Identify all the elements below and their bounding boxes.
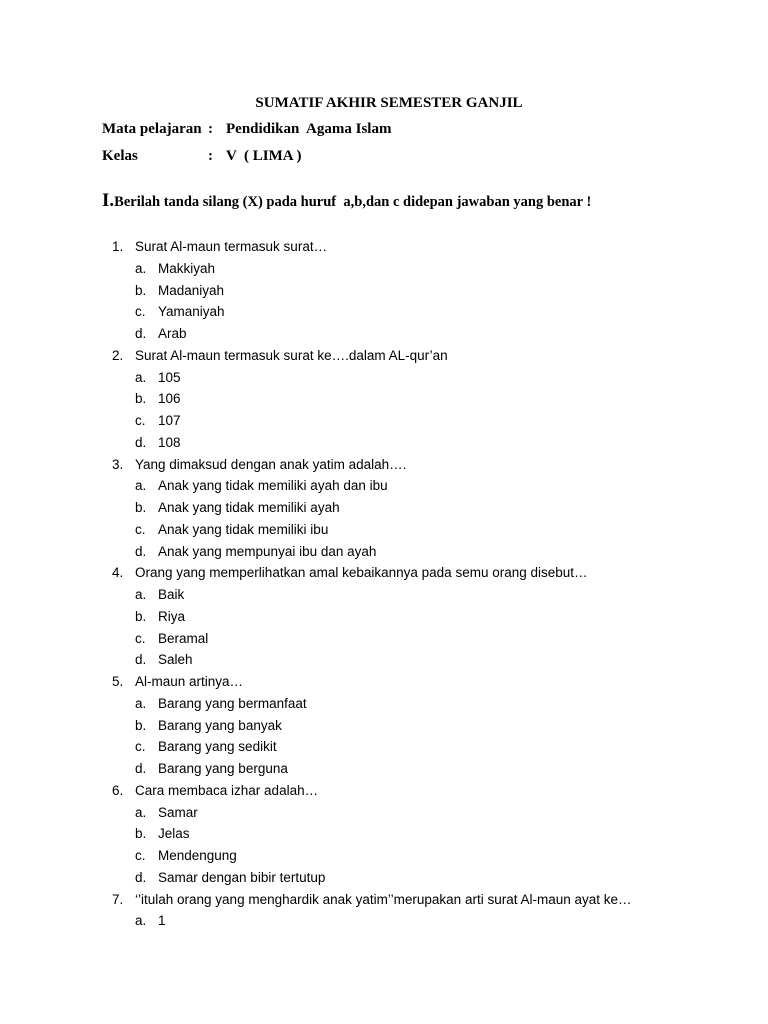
option-letter: a. [135, 913, 147, 929]
answer-option [0, 584, 768, 606]
option-letter: a. [135, 804, 147, 820]
option-text: 1 [158, 913, 166, 929]
instruction-text: Berilah tanda silang (X) pada huruf a,b,dan c didepan jawaban yang benar ! [114, 194, 592, 210]
answer-option [0, 628, 768, 650]
question-number: 2. [112, 347, 124, 363]
instruction-number: I. [102, 190, 115, 211]
answer-option [0, 475, 768, 497]
option-letter: a. [135, 587, 147, 602]
option-letter: c. [135, 630, 146, 646]
answer-option [0, 410, 768, 432]
question-text: Cara membaca izhar adalah… [135, 782, 319, 798]
option-letter: d. [135, 761, 147, 776]
option-text: Jelas [158, 826, 190, 842]
option-letter: a. [135, 695, 147, 711]
option-text: Mendengung [158, 848, 237, 863]
answer-option [0, 258, 768, 280]
option-text: Yamaniyah [158, 304, 225, 320]
option-letter: c. [135, 848, 146, 863]
option-letter: b. [135, 500, 147, 515]
answer-option [0, 649, 768, 671]
answer-option [0, 693, 768, 715]
question-item [0, 345, 768, 367]
option-text: Samar dengan bibir tertutup [158, 869, 326, 885]
option-text: 107 [158, 413, 181, 428]
question-text: ‘’itulah orang yang menghardik anak yatim’’merupakan arti surat Al-maun ayat ke… [135, 891, 632, 907]
option-text: Barang yang banyak [158, 717, 282, 733]
option-letter: c. [135, 304, 146, 320]
option-text: 106 [158, 391, 181, 407]
page-title: SUMATIF AKHIR SEMESTER GANJIL [255, 95, 523, 111]
question-number: 3. [112, 456, 124, 472]
question-text: Yang dimaksud dengan anak yatim adalah…. [135, 456, 407, 472]
option-text: Anak yang tidak memiliki ibu [158, 521, 329, 537]
answer-option [0, 758, 768, 780]
option-text: Beramal [158, 630, 209, 646]
option-letter: d. [135, 869, 147, 885]
subject-row [102, 119, 391, 139]
option-letter: a. [135, 478, 147, 494]
option-letter: d. [135, 652, 147, 668]
question-number: 1. [112, 239, 124, 254]
option-letter: d. [135, 326, 147, 341]
answer-option [0, 280, 768, 302]
option-text: Barang yang sedikit [158, 739, 277, 755]
option-text: Baik [158, 587, 185, 602]
answer-option [0, 606, 768, 628]
option-letter: b. [135, 717, 147, 733]
question-number: 4. [112, 565, 124, 581]
question-number: 7. [112, 891, 124, 907]
option-text: Madaniyah [158, 282, 225, 298]
option-letter: d. [135, 543, 147, 559]
option-text: Anak yang tidak memiliki ayah dan ibu [158, 478, 388, 494]
option-letter: b. [135, 608, 147, 624]
class-value: V ( LIMA ) [226, 148, 302, 164]
question-text: Surat Al-maun termasuk surat ke….dalam AL-qur’an [135, 347, 448, 363]
option-text: Saleh [158, 652, 193, 668]
answer-option [0, 541, 768, 563]
answer-option [0, 715, 768, 737]
answer-option [0, 736, 768, 758]
question-item [0, 236, 768, 258]
question-number: 5. [112, 674, 124, 689]
question-item [0, 889, 768, 911]
question-list [0, 236, 768, 932]
answer-option [0, 301, 768, 323]
option-letter: b. [135, 391, 147, 407]
option-letter: a. [135, 260, 147, 276]
answer-option [0, 432, 768, 454]
answer-option [0, 388, 768, 410]
option-letter: c. [135, 739, 146, 755]
answer-option [0, 823, 768, 845]
answer-option [0, 323, 768, 345]
answer-option [0, 497, 768, 519]
question-item [0, 562, 768, 584]
option-text: Barang yang berguna [158, 761, 288, 776]
subject-value: Pendidikan Agama Islam [226, 121, 392, 137]
answer-option [0, 519, 768, 541]
option-letter: b. [135, 826, 147, 842]
question-text: Surat Al-maun termasuk surat… [135, 239, 328, 254]
question-text: Orang yang memperlihatkan amal kebaikannya pada semu orang disebut… [135, 565, 588, 581]
answer-option [0, 845, 768, 867]
subject-separator: : [208, 121, 213, 137]
option-text: 108 [158, 434, 181, 450]
option-text: Samar [158, 804, 198, 820]
option-letter: a. [135, 369, 147, 385]
question-item [0, 671, 768, 693]
class-label: Kelas [102, 148, 138, 164]
answer-option [0, 910, 768, 932]
option-text: Barang yang bermanfaat [158, 695, 307, 711]
question-text: Al-maun artinya… [135, 674, 244, 689]
answer-option [0, 867, 768, 889]
option-text: Anak yang tidak memiliki ayah [158, 500, 340, 515]
option-letter: d. [135, 434, 147, 450]
instruction [102, 190, 591, 213]
option-text: Makkiyah [158, 260, 216, 276]
question-item [0, 780, 768, 802]
option-letter: c. [135, 413, 146, 428]
answer-option [0, 802, 768, 824]
answer-option [0, 367, 768, 389]
option-text: Anak yang mempunyai ibu dan ayah [158, 543, 377, 559]
class-separator: : [208, 148, 213, 164]
option-text: 105 [158, 369, 181, 385]
question-number: 6. [112, 782, 124, 798]
option-letter: c. [135, 521, 146, 537]
option-text: Riya [158, 608, 186, 624]
subject-label: Mata pelajaran [102, 121, 202, 137]
option-text: Arab [158, 326, 187, 341]
class-row [102, 146, 302, 166]
option-letter: b. [135, 282, 147, 298]
question-item [0, 454, 768, 476]
